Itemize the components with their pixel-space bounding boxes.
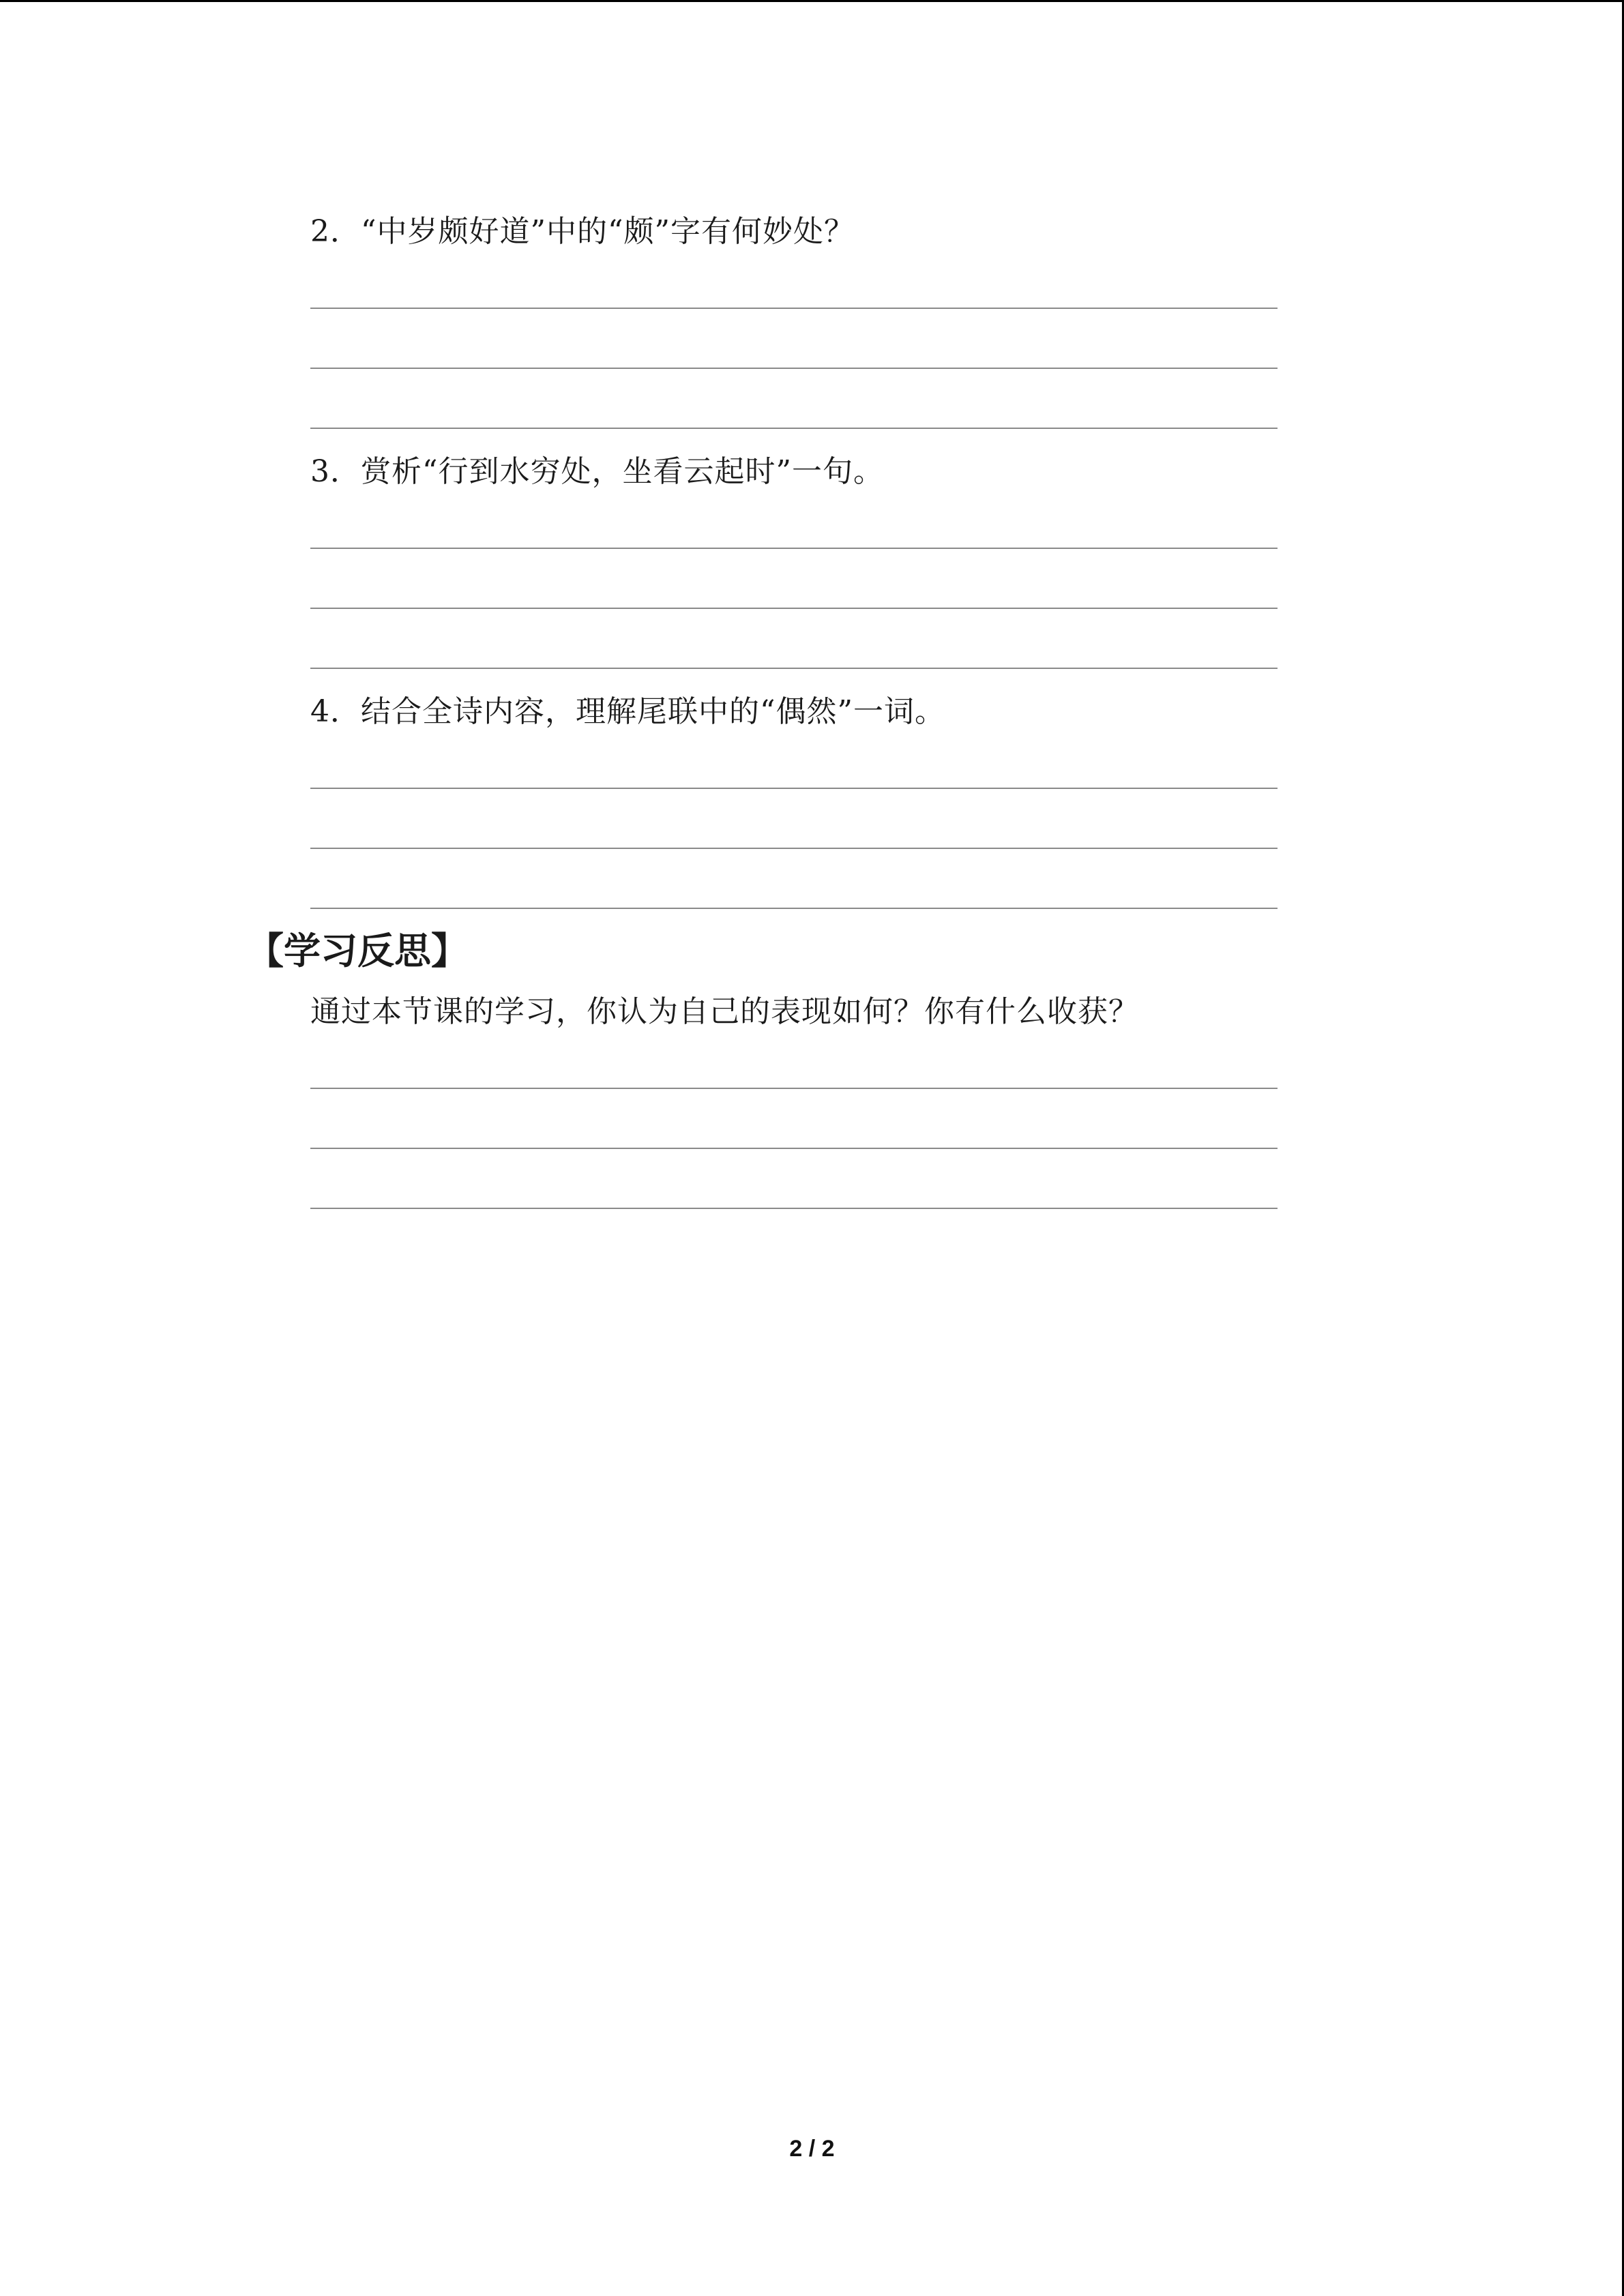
answer-line[interactable] bbox=[310, 308, 1278, 309]
answer-line[interactable] bbox=[310, 548, 1278, 549]
answer-line[interactable] bbox=[310, 368, 1278, 369]
question-2-text: 2．“中岁颇好道”中的“颇”字有何妙处？ bbox=[310, 214, 855, 249]
reflection-heading: 【学习反思】 bbox=[247, 929, 468, 972]
answer-line[interactable] bbox=[310, 1208, 1278, 1209]
answer-line[interactable] bbox=[310, 668, 1278, 669]
question-4-text: 4．结合全诗内容，理解尾联中的“偶然”一词。 bbox=[310, 694, 945, 729]
answer-line[interactable] bbox=[310, 908, 1278, 909]
question-3-text: 3．赏析“行到水穷处，坐看云起时”一句。 bbox=[310, 454, 884, 489]
reflection-prompt: 通过本节课的学习，你认为自己的表现如何？你有什么收获？ bbox=[310, 994, 1139, 1029]
answer-line[interactable] bbox=[310, 1148, 1278, 1149]
answer-line[interactable] bbox=[310, 428, 1278, 429]
answer-line[interactable] bbox=[310, 788, 1278, 789]
answer-line[interactable] bbox=[310, 848, 1278, 849]
page-number: 2 / 2 bbox=[789, 2136, 835, 2162]
answer-line[interactable] bbox=[310, 1088, 1278, 1089]
answer-line[interactable] bbox=[310, 608, 1278, 609]
